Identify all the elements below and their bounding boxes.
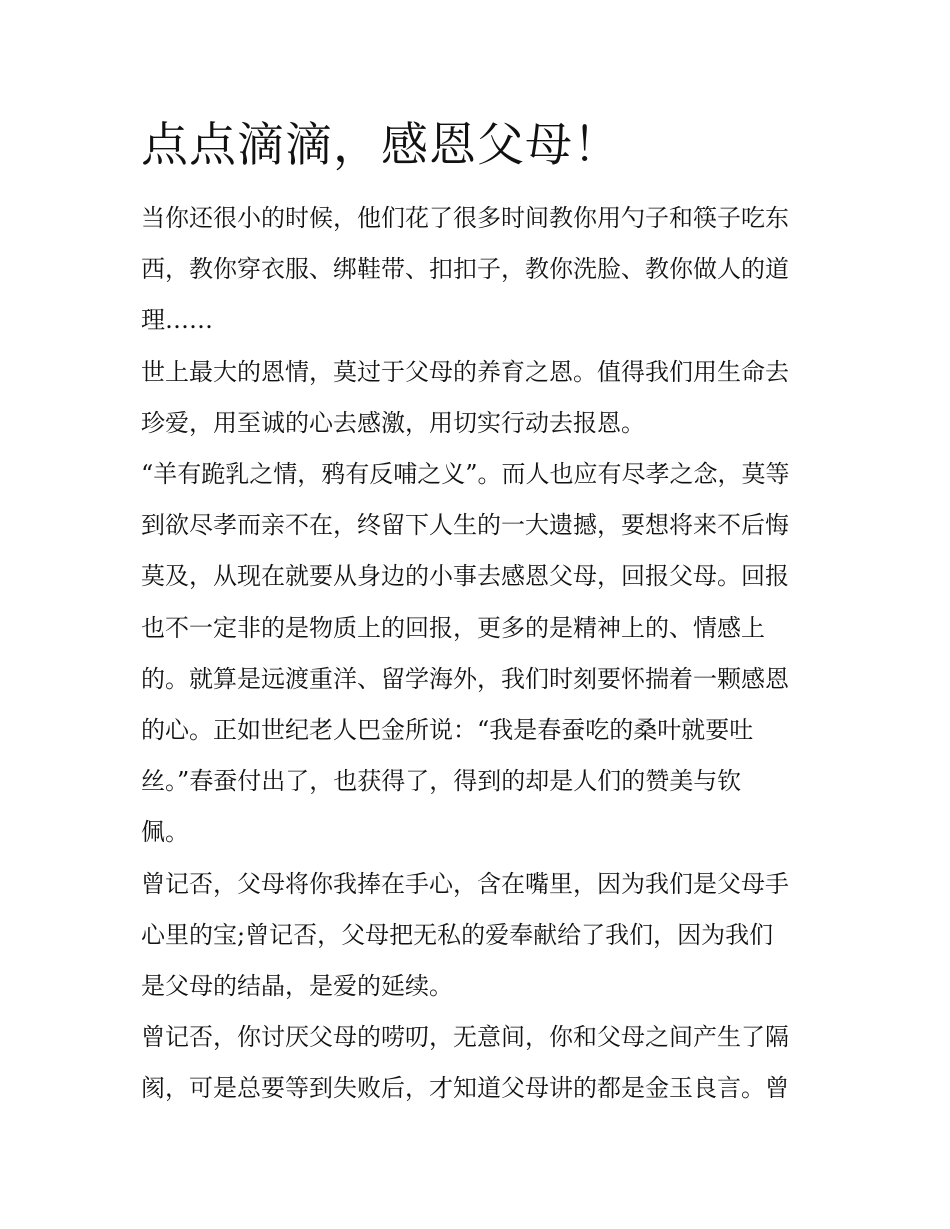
paragraph-line: 理……	[141, 306, 213, 335]
paragraph-line: 到欲尽孝而亲不在，终留下人生的一大遗撼，要想将来不后悔	[141, 511, 789, 540]
paragraph-line: 也不一定非的是物质上的回报，更多的是精神上的、情感上	[141, 613, 765, 642]
paragraph-5	[141, 1012, 813, 1114]
paragraph-4	[141, 859, 813, 1013]
paragraph-line: 佩。	[141, 818, 189, 847]
paragraph-line: 珍爱，用至诚的心去感激，用切实行动去报恩。	[141, 408, 645, 437]
paragraph-line: 当你还很小的时候，他们花了很多时间教你用勺子和筷子吃东	[141, 204, 789, 232]
paragraph-line: 曾记否，你讨厌父母的唠叨，无意间，你和父母之间产生了隔	[141, 1023, 789, 1052]
paragraph-line: 的心。正如世纪老人巴金所说：“我是春蚕吃的桑叶就要吐	[141, 716, 754, 745]
paragraph-line: 的。就算是远渡重洋、留学海外，我们时刻要怀揣着一颗感恩	[141, 664, 789, 693]
paragraph-line: 世上最大的恩情，莫过于父母的养育之恩。值得我们用生命去	[141, 357, 789, 386]
paragraph-line: 曾记否，父母将你我捧在手心，含在嘴里，因为我们是父母手	[141, 869, 789, 898]
paragraph-line: 阂，可是总要等到失败后，才知道父母讲的都是金玉良言。曾	[141, 1074, 789, 1103]
paragraph-line: 莫及，从现在就要从身边的小事去感恩父母，回报父母。回报	[141, 562, 789, 591]
document-page	[141, 112, 813, 1115]
paragraph-1	[141, 193, 813, 347]
paragraph-line: 丝。”春蚕付出了，也获得了，得到的却是人们的赞美与钦	[141, 767, 742, 796]
paragraph-line: 心里的宝;曾记否，父母把无私的爱奉献给了我们，因为我们	[141, 920, 774, 949]
document-title: 点点滴滴，感恩父母！	[141, 118, 621, 173]
paragraph-2	[141, 347, 813, 449]
paragraph-3	[141, 449, 813, 859]
paragraph-line: “羊有跪乳之情，鸦有反哺之义”。而人也应有尽孝之念，莫等	[141, 460, 790, 489]
paragraph-line: 是父母的结晶，是爱的延续。	[141, 972, 453, 1001]
paragraph-line: 西，教你穿衣服、绑鞋带、扣扣子，教你洗脸、教你做人的道	[141, 255, 789, 284]
